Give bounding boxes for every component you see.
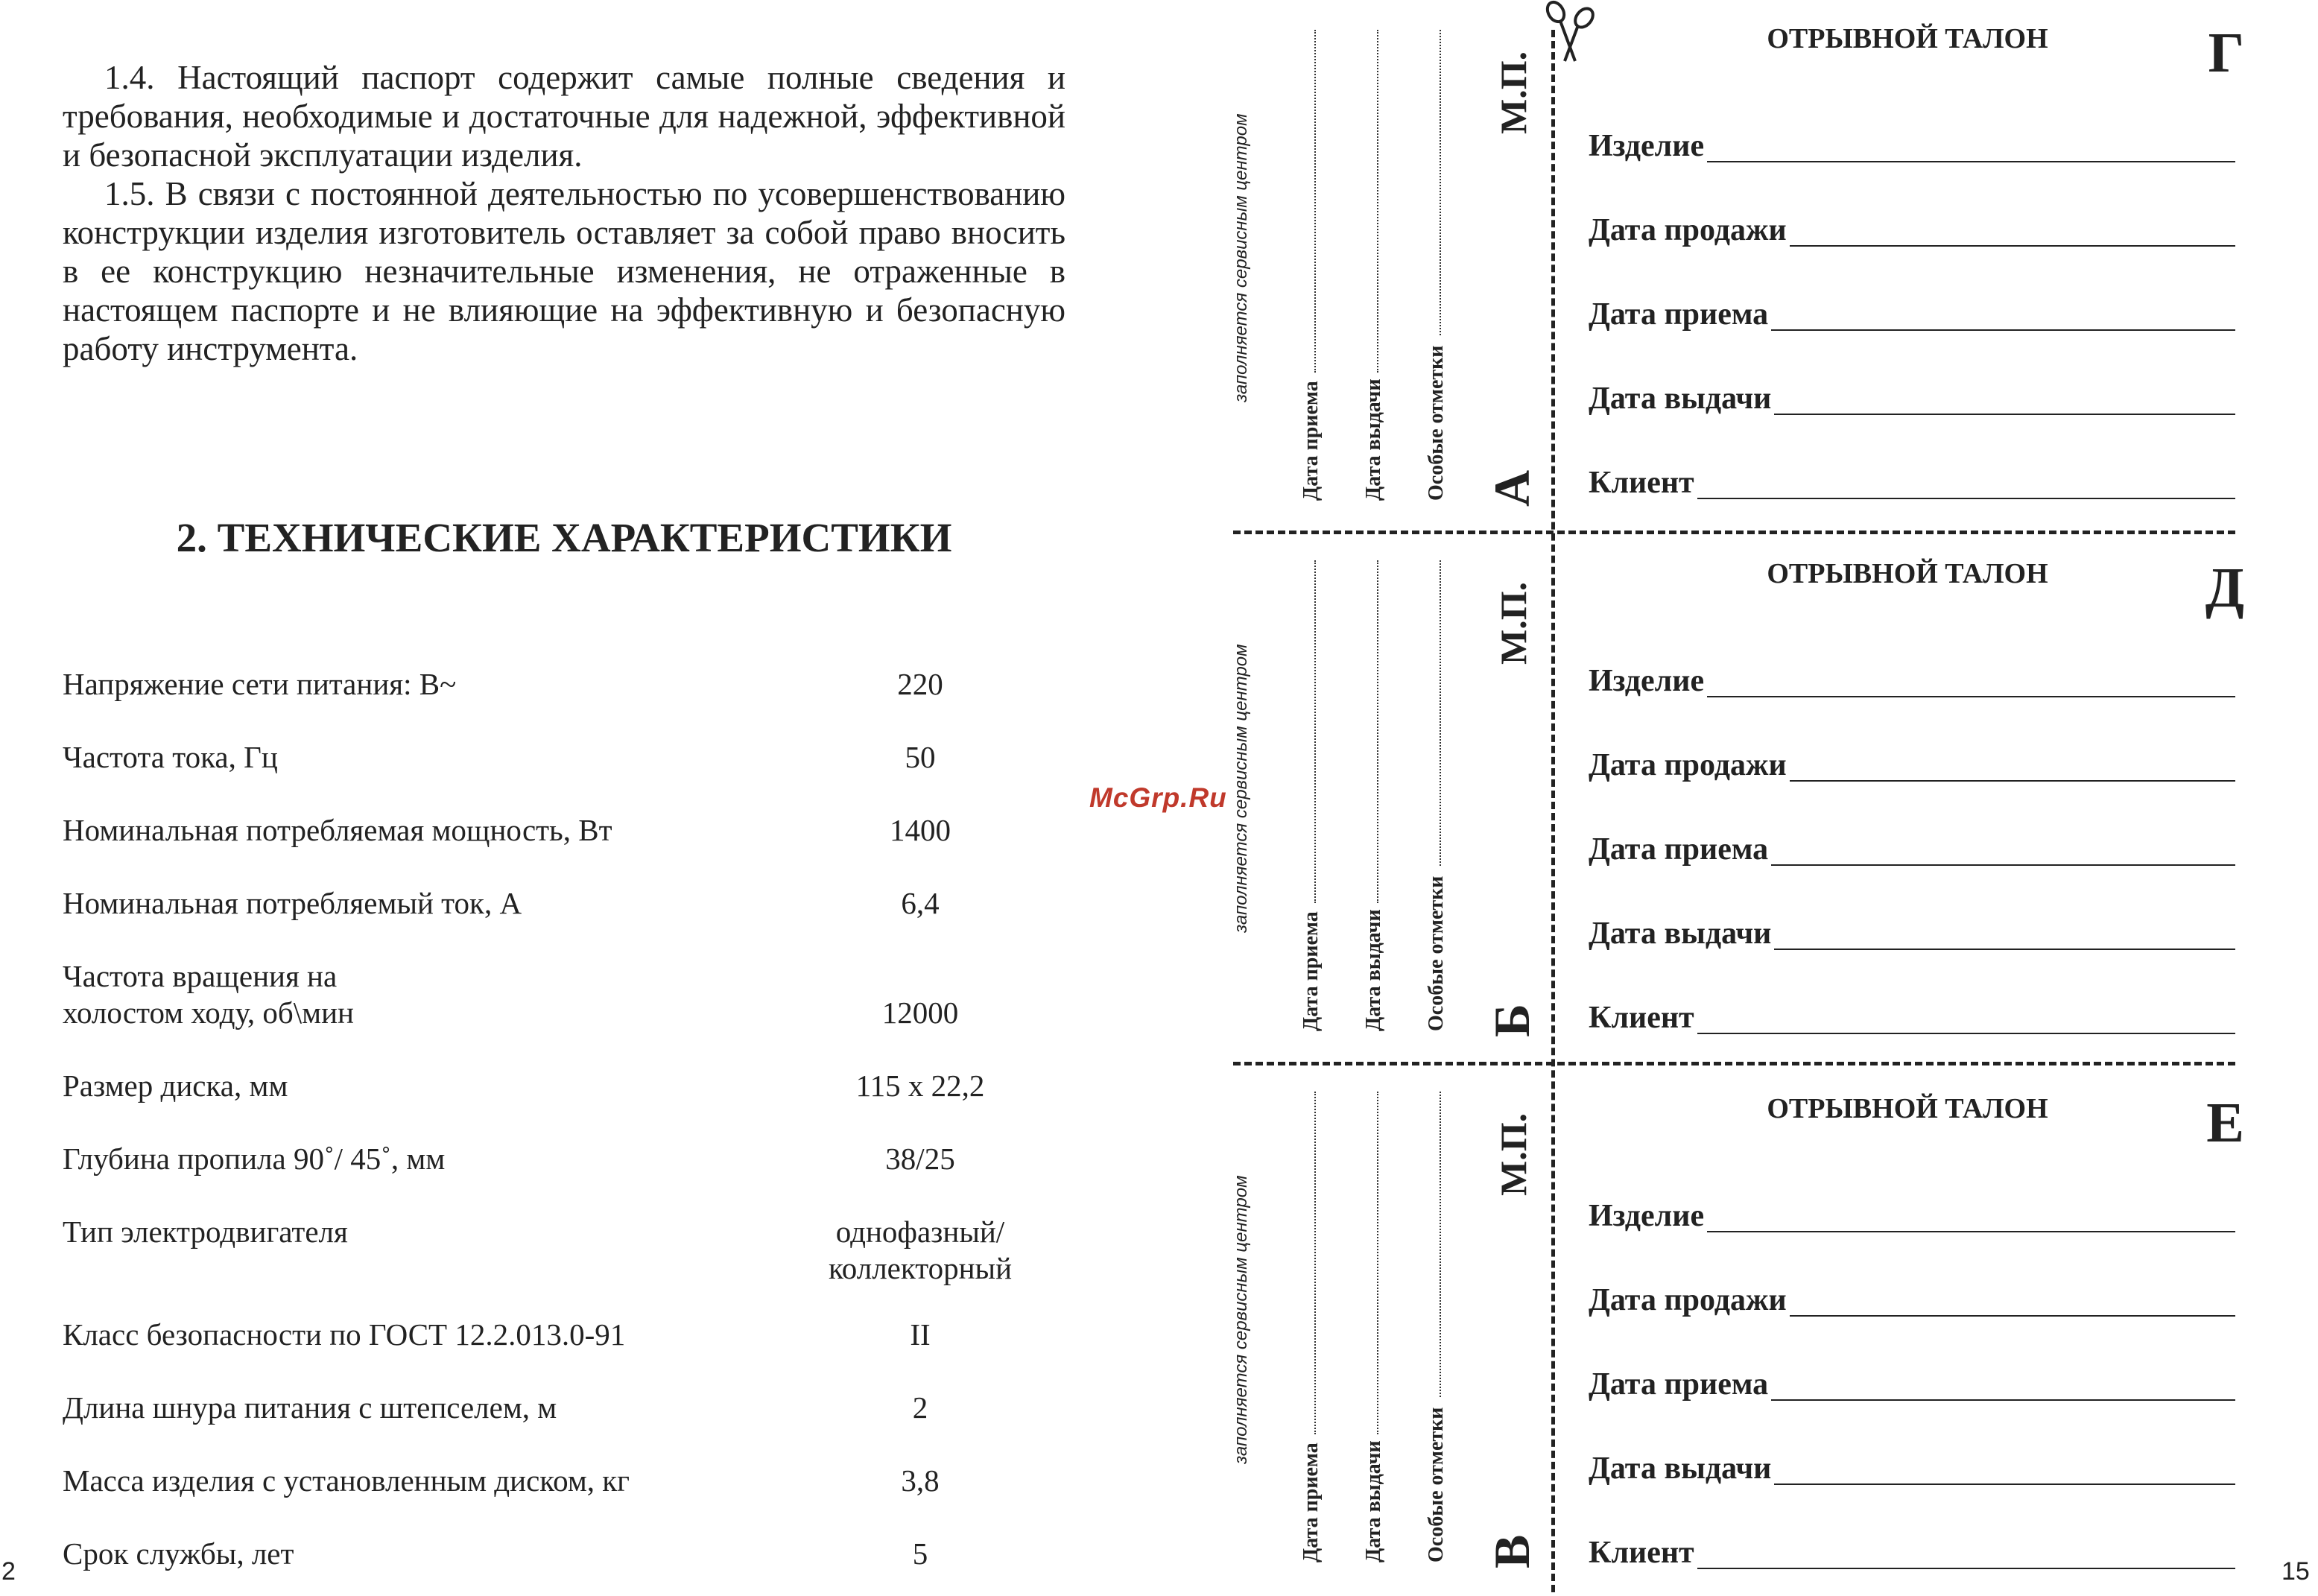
stub-fill-line <box>1314 560 1316 903</box>
stub-field: Дата выдачи <box>1362 909 1385 1031</box>
coupon-title: ОТРЫВНОЙ ТАЛОН <box>1767 558 2048 589</box>
stub-fill-line <box>1377 560 1378 903</box>
coupon-d <box>1565 535 2244 1061</box>
stub-stamp: М.П. <box>1492 581 1534 665</box>
spec-label: холостом ходу, об\мин <box>63 995 354 1030</box>
spec-value: 5 <box>912 1536 928 1571</box>
stub-fill-line <box>1440 1092 1441 1397</box>
spec-label: Размер диска, мм <box>63 1068 288 1103</box>
coupon-field-issue-date <box>1589 1448 2235 1485</box>
spec-value: 12000 <box>881 995 959 1030</box>
coupon-fill-line <box>1707 666 2235 697</box>
coupon-fill-line <box>1774 919 2235 950</box>
spec-label: Длина шнура питания с штепселем, м <box>63 1390 557 1425</box>
spec-value: 38/25 <box>885 1141 955 1176</box>
spec-label: Напряжение сети питания: В~ <box>63 667 457 701</box>
coupon-fill-line <box>1790 215 2235 247</box>
coupon-field-label: Дата приема <box>1589 1367 1769 1402</box>
coupon-fill-line <box>1771 835 2235 866</box>
coupon-field-client <box>1589 997 2235 1034</box>
spec-value: 220 <box>897 667 943 701</box>
spec-value: однофазный/ <box>835 1215 1005 1249</box>
section-title: 2. ТЕХНИЧЕСКИЕ ХАРАКТЕРИСТИКИ <box>176 515 952 560</box>
watermark: McGrp.Ru <box>1089 782 1227 813</box>
coupon-field-sale-date <box>1589 744 2235 782</box>
coupon-fill-line <box>1774 384 2235 415</box>
spec-label: Частота вращения на <box>63 959 338 993</box>
coupon-fill-line <box>1790 1285 2235 1317</box>
stub-service-note: заполняется сервисным центром <box>1231 644 1251 933</box>
stub-service-note: заполняется сервисным центром <box>1231 113 1251 402</box>
coupon-field-receive-date <box>1589 829 2235 866</box>
stub-field: Дата приема <box>1299 911 1323 1031</box>
coupon-field-label: Клиент <box>1589 1536 1694 1570</box>
coupon-field-receive-date <box>1589 294 2235 331</box>
coupon-field-label: Клиент <box>1589 1001 1694 1035</box>
coupon-field-label: Дата продажи <box>1589 1283 1787 1317</box>
stub-field: Особые отметки <box>1425 345 1448 501</box>
stub-stamp: М.П. <box>1492 1112 1534 1196</box>
coupon-field-label: Изделие <box>1589 664 1705 698</box>
coupon-fill-line <box>1707 1201 2235 1232</box>
stub-field: Дата выдачи <box>1362 379 1385 501</box>
coupon-field-label: Дата продажи <box>1589 748 1787 782</box>
spec-value: II <box>910 1317 931 1352</box>
spec-value: коллекторный <box>828 1251 1013 1285</box>
coupon-field-label: Клиент <box>1589 466 1694 500</box>
spec-label: Номинальная потребляемый ток, А <box>63 886 522 920</box>
coupon-letter: Е <box>2206 1092 2244 1154</box>
spec-label: Срок службы, лет <box>63 1536 294 1571</box>
spec-label: Класс безопасности по ГОСТ 12.2.013.0-91 <box>63 1317 626 1352</box>
coupon-g <box>1565 0 2244 526</box>
spec-value: 115 х 22,2 <box>855 1068 985 1103</box>
spec-label: Глубина пропила 90˚/ 45˚, мм <box>63 1141 446 1176</box>
coupon-letter: Г <box>2208 22 2244 84</box>
stub-fill-line <box>1314 30 1316 373</box>
stub-fill-line <box>1314 1092 1316 1434</box>
coupon-fill-line <box>1771 1369 2235 1401</box>
coupon-field-receive-date <box>1589 1364 2235 1401</box>
spec-label: Масса изделия с установленным диском, кг <box>63 1463 630 1498</box>
stub-b <box>1222 531 1556 1062</box>
coupon-field-client <box>1589 462 2235 499</box>
stub-fill-line <box>1440 560 1441 866</box>
coupon-field-label: Дата приема <box>1589 832 1769 867</box>
spec-value: 50 <box>905 740 936 774</box>
coupon-field-label: Дата выдачи <box>1589 916 1772 951</box>
coupon-field-client <box>1589 1532 2235 1569</box>
coupon-field-product <box>1589 125 2235 162</box>
coupon-field-label: Изделие <box>1589 129 1705 163</box>
coupon-fill-line <box>1771 300 2235 331</box>
coupon-fill-line <box>1697 1003 2235 1034</box>
spec-value: 1400 <box>890 813 951 847</box>
stub-fill-line <box>1440 30 1441 335</box>
coupon-fill-line <box>1707 131 2235 162</box>
coupon-field-sale-date <box>1589 209 2235 247</box>
coupon-field-product <box>1589 1195 2235 1232</box>
stub-field: Дата приема <box>1299 1443 1323 1562</box>
coupon-fill-line <box>1697 1538 2235 1569</box>
stub-a <box>1222 0 1556 531</box>
coupon-fill-line <box>1697 468 2235 499</box>
page-number-left: 2 <box>1 1557 16 1586</box>
stub-v <box>1222 1062 1556 1592</box>
coupon-fill-line <box>1774 1454 2235 1485</box>
paragraph-1-5: 1.5. В связи с постоянной деятельностью по усовершенствованию конструкции изделия изготовитель оставляет за собой право вносить в ее конструкцию незначительные изменения, не отраженные в настоящем паспорте и не влияющие на эффективную и безопасную работу инструмента. <box>63 175 1065 367</box>
stub-service-note: заполняется сервисным центром <box>1231 1175 1251 1464</box>
stub-fill-line <box>1377 30 1378 373</box>
spec-label: Тип электродвигателя <box>63 1215 348 1249</box>
stub-field: Дата выдачи <box>1362 1440 1385 1562</box>
coupon-field-product <box>1589 660 2235 697</box>
coupon-field-label: Дата выдачи <box>1589 381 1772 416</box>
coupon-title: ОТРЫВНОЙ ТАЛОН <box>1767 1093 2048 1124</box>
coupon-title: ОТРЫВНОЙ ТАЛОН <box>1767 23 2048 54</box>
coupon-field-label: Изделие <box>1589 1199 1705 1233</box>
coupon-e <box>1565 1070 2244 1596</box>
stub-field: Дата приема <box>1299 381 1323 501</box>
paragraph-1-4: 1.4. Настоящий паспорт содержит самые полные сведения и требования, необходимые и достаточные для надежной, эффективной и безопасной эксплуатации изделия. <box>63 59 1065 174</box>
coupon-fill-line <box>1790 750 2235 782</box>
coupon-field-sale-date <box>1589 1279 2235 1317</box>
intro-paragraphs <box>63 58 1065 368</box>
spec-label: Частота тока, Гц <box>63 740 278 774</box>
coupon-field-label: Дата продажи <box>1589 213 1787 247</box>
stub-letter: А <box>1483 469 1540 507</box>
stub-letter: Б <box>1483 1004 1540 1037</box>
page-number-right: 15 <box>2281 1557 2310 1586</box>
coupon-field-label: Дата приема <box>1589 297 1769 332</box>
stub-field: Особые отметки <box>1425 1407 1448 1562</box>
spec-value: 3,8 <box>901 1463 940 1498</box>
stub-letter: В <box>1483 1534 1540 1568</box>
spec-value: 2 <box>912 1390 928 1425</box>
spec-label: Номинальная потребляемая мощность, Вт <box>63 813 612 847</box>
coupon-letter: Д <box>2205 557 2244 619</box>
stub-field: Особые отметки <box>1425 875 1448 1031</box>
coupon-field-issue-date <box>1589 378 2235 415</box>
spec-value: 6,4 <box>901 886 940 920</box>
stub-stamp: М.П. <box>1492 51 1534 134</box>
coupon-field-issue-date <box>1589 913 2235 950</box>
coupon-field-label: Дата выдачи <box>1589 1451 1772 1486</box>
stub-fill-line <box>1377 1092 1378 1434</box>
